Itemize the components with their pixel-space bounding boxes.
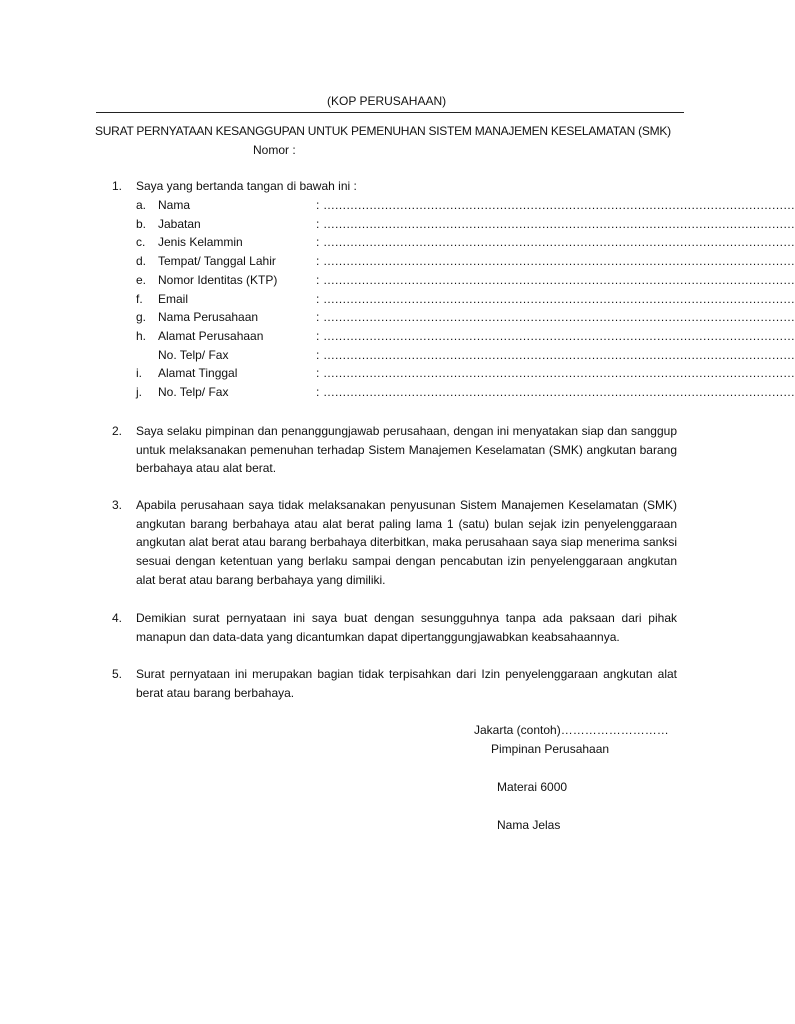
document-title: SURAT PERNYATAAN KESANGGUPAN UNTUK PEMENUHAN SISTEM MANAJEMEN KESELAMATAN (SMK) <box>95 124 671 138</box>
item-4-text: Demikian surat pernyataan ini saya buat dengan sesungguhnya tanpa ada paksaan dari pihak manapun dan data-data yang dicantumkan dapat dipertanggungjawabkan keabsahaannya. <box>136 611 677 644</box>
field-letter: j. <box>136 385 142 399</box>
item-3-text: Apabila perusahaan saya tidak melaksanakan penyusunan Sistem Manajemen Keselamatan (SMK) angkutan barang berbahaya atau alat berat paling lama 1 (satu) bulan sejak izin penyelenggaraan angkutan alat berat atau barang berbahaya diterbitkan, maka perusahaan saya siap menerima sanksi sesuai dengan ketentuan yang berlaku sampai dengan pencabutan izin penyelenggaraan angkutan alat berat atau barang berbahaya yang dimiliki. <box>136 498 677 587</box>
field-letter: f. <box>136 291 143 306</box>
field-colon: : <box>316 272 320 287</box>
field-colon: : <box>316 216 320 231</box>
field-letter: h. <box>136 328 147 343</box>
field-label: Email <box>158 291 189 306</box>
field-colon: : <box>316 291 320 306</box>
item-3-number: 3. <box>112 498 123 512</box>
field-letter: a. <box>136 198 147 212</box>
field-colon: : <box>316 366 320 381</box>
field-label: Nama Perusahaan <box>158 310 259 325</box>
field-value-dots: …………………………………………………………………………………………………………… <box>323 310 795 325</box>
field-letter: d. <box>136 254 147 269</box>
field-value-dots: …………………………………………………………………………………………………………… <box>323 347 795 362</box>
field-letter: c. <box>136 235 146 250</box>
header-rule <box>96 112 684 113</box>
field-value-dots: …………………………………………………………………………………………………………… <box>323 235 795 250</box>
field-colon: : <box>316 328 320 343</box>
field-value-dots: …………………………………………………………………………………………………………… <box>323 328 795 343</box>
materai-stamp: Materai 6000 <box>497 780 568 794</box>
item-2-text: Saya selaku pimpinan dan penanggungjawab perusahaan, dengan ini menyatakan siap dan sanggup untuk melaksanakan pemenuhan terhadap Sistem Manajemen Keselamatan (SMK) angkutan barang berbahaya atau alat berat. <box>136 424 677 476</box>
item-2-number: 2. <box>112 424 123 438</box>
field-letter: b. <box>136 216 147 231</box>
field-label: Alamat Tinggal <box>158 366 238 381</box>
field-label: Alamat Perusahaan <box>158 328 264 343</box>
field-colon: : <box>316 198 320 212</box>
kop-perusahaan: (KOP PERUSAHAAN) <box>327 94 447 108</box>
field-value-dots: …………………………………………………………………………………………………………… <box>323 216 795 231</box>
field-label: No. Telp/ Fax <box>158 385 229 399</box>
field-value-dots: …………………………………………………………………………………………………………… <box>323 366 795 381</box>
field-letter: i. <box>136 366 142 381</box>
place-date: Jakarta (contoh)……………………… <box>474 723 669 737</box>
signer-role: Pimpinan Perusahaan <box>491 742 610 756</box>
field-value-dots: …………………………………………………………………………………………………………… <box>323 385 795 399</box>
field-label: Nama <box>158 198 191 212</box>
field-colon: : <box>316 385 320 399</box>
item-5-number: 5. <box>112 667 123 681</box>
field-value-dots: …………………………………………………………………………………………………………… <box>323 291 795 306</box>
field-label: Nomor Identitas (KTP) <box>158 272 278 287</box>
field-letter: g. <box>136 310 147 325</box>
nomor-label: Nomor : <box>253 143 296 157</box>
field-value-dots: …………………………………………………………………………………………………………… <box>323 254 795 269</box>
item-1-number: 1. <box>112 179 123 193</box>
field-label: Jabatan <box>158 216 201 231</box>
field-value-dots: …………………………………………………………………………………………………………… <box>323 272 795 287</box>
field-label: No. Telp/ Fax <box>158 347 229 362</box>
item-1-intro: Saya yang bertanda tangan di bawah ini : <box>136 179 357 193</box>
field-colon: : <box>316 254 320 269</box>
field-label: Tempat/ Tanggal Lahir <box>158 254 276 269</box>
field-colon: : <box>316 235 320 250</box>
field-colon: : <box>316 310 320 325</box>
field-colon: : <box>316 347 320 362</box>
signer-name: Nama Jelas <box>497 818 561 832</box>
item-5-text: Surat pernyataan ini merupakan bagian tidak terpisahkan dari Izin penyelenggaraan angkutan alat berat atau barang berbahaya. <box>136 667 677 700</box>
field-letter: e. <box>136 272 147 287</box>
item-4-number: 4. <box>112 611 123 625</box>
field-value-dots: …………………………………………………………………………………………………………… <box>323 198 795 212</box>
field-label: Jenis Kelammin <box>158 235 243 250</box>
